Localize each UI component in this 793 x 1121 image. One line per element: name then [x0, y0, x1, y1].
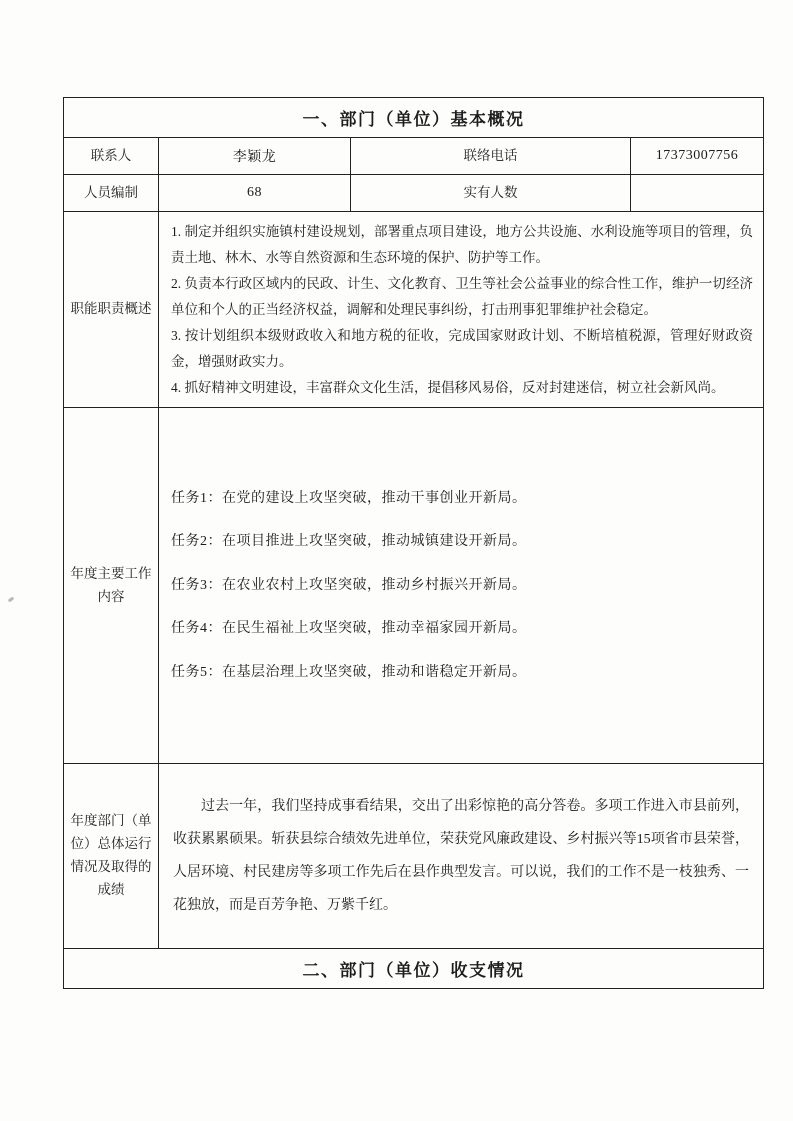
staffing-label: 人员编制: [64, 175, 159, 212]
scan-artifact: [8, 597, 15, 603]
duties-label: 职能职责概述: [64, 212, 159, 408]
duties-content: [159, 212, 764, 408]
annual-tasks-label: 年度主要工作内容: [64, 408, 159, 764]
staffing-value: 68: [159, 175, 351, 212]
contact-phone-value: 17373007756: [631, 138, 764, 175]
actual-headcount-label: 实有人数: [351, 175, 631, 212]
department-overview-table: [63, 97, 764, 989]
duty-item-4: 4. 抓好精神文明建设，丰富群众文化生活，提倡移风易俗，反对封建迷信，树立社会新风尚。: [171, 380, 725, 395]
contact-person-value: 李颖龙: [159, 138, 351, 175]
contact-phone-label: 联络电话: [351, 138, 631, 175]
task-item-4: 任务4：在民生福祉上攻坚突破，推动幸福家园开新局。: [171, 621, 527, 637]
task-item-5: 任务5：在基层治理上攻坚突破，推动和谐稳定开新局。: [171, 664, 527, 680]
contact-row: [64, 138, 764, 175]
contact-person-label: 联系人: [64, 138, 159, 175]
section1-title: 一、部门（单位）基本概况: [64, 98, 764, 138]
annual-tasks-content: [159, 408, 764, 764]
performance-label: 年度部门（单位）总体运行情况及取得的成绩: [64, 764, 159, 949]
task-item-3: 任务3：在农业农村上攻坚突破，推动乡村振兴开新局。: [171, 577, 527, 593]
section1-header-row: [64, 98, 764, 138]
section2-title: 二、部门（单位）收支情况: [64, 949, 764, 989]
staffing-row: [64, 175, 764, 212]
performance-content: [159, 764, 764, 949]
section2-header-row: [64, 949, 764, 989]
duty-item-2: 2. 负责本行政区域内的民政、计生、文化教育、卫生等社会公益事业的综合性工作，维护一切经济单位和个人的正当经济权益，调解和处理民事纠纷，打击刑事犯罪维护社会稳定。: [171, 276, 753, 317]
performance-text: 过去一年，我们坚持成事看结果，交出了出彩惊艳的高分答卷。多项工作进入市县前列，收获累累硕果。斩获县综合绩效先进单位，荣获党风廉政建设、乡村振兴等15项省市县荣誉，人居环境、村民建房等多项工作先后在县作典型发言。可以说，我们的工作不是一枝独秀、一花独放，而是百芳争艳、万紫千红。: [173, 799, 749, 913]
task-item-1: 任务1：在党的建设上攻坚突破，推动干事创业开新局。: [171, 490, 527, 506]
duties-row: [64, 212, 764, 408]
annual-tasks-row: [64, 408, 764, 764]
performance-row: [64, 764, 764, 949]
duty-item-1: 1. 制定并组织实施镇村建设规划，部署重点项目建设，地方公共设施、水利设施等项目的管理，负责土地、林木、水等自然资源和生态环境的保护、防护等工作。: [171, 224, 753, 265]
actual-headcount-value: [631, 175, 764, 212]
duty-item-3: 3. 按计划组织本级财政收入和地方税的征收，完成国家财政计划、不断培植税源，管理好财政资金，增强财政实力。: [171, 328, 753, 369]
task-item-2: 任务2：在项目推进上攻坚突破，推动城镇建设开新局。: [171, 534, 527, 550]
